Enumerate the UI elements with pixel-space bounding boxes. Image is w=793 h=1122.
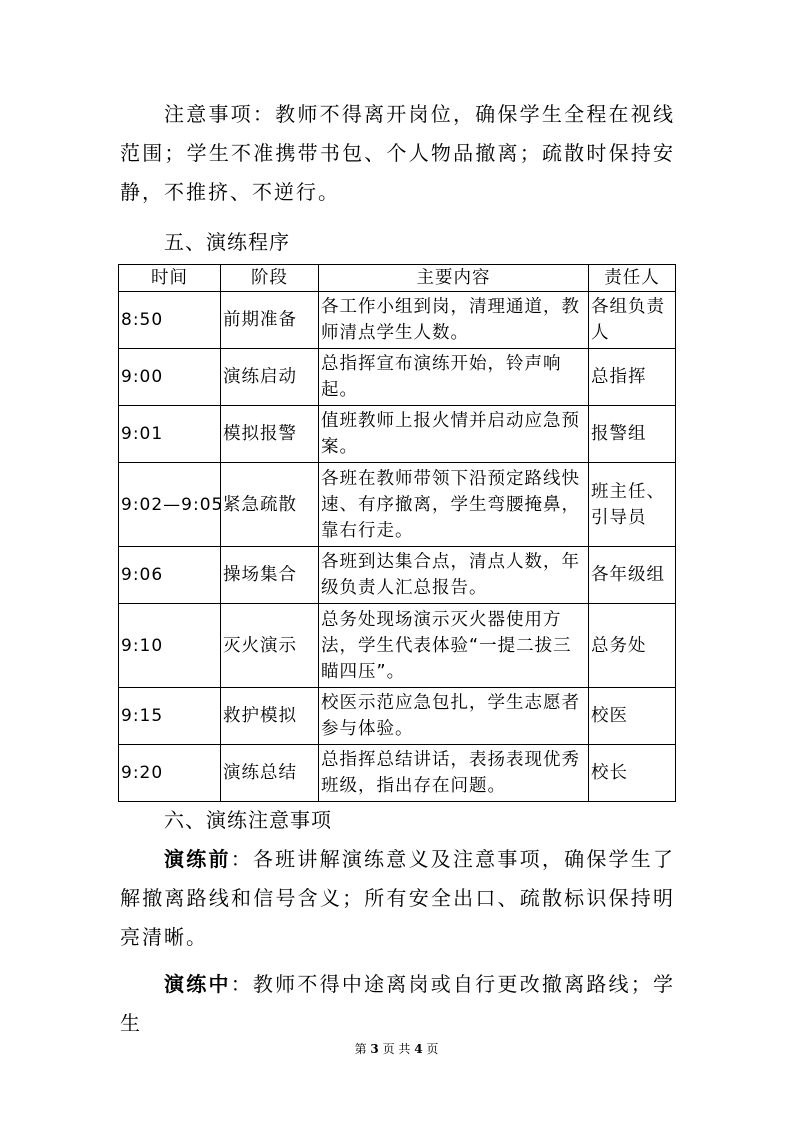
- time-cell: 9:01: [119, 406, 221, 463]
- content-cell: 各工作小组到岗，清理通道，教师清点学生人数。: [319, 292, 589, 349]
- table-row: [119, 349, 676, 406]
- during-drill-label: 演练中: [164, 972, 231, 996]
- table-row: [119, 604, 676, 688]
- table-row: [119, 688, 676, 745]
- stage-cell: 演练启动: [221, 349, 319, 406]
- table-row: [119, 745, 676, 802]
- during-drill-paragraph: [120, 965, 675, 1043]
- owner-cell: 各组负责人: [589, 292, 676, 349]
- header-owner: 责任人: [589, 265, 676, 292]
- content-cell: 总务处现场演示灭火器使用方法，学生代表体验“一提二拔三瞄四压”。: [319, 604, 589, 688]
- intro-paragraph: 注意事项：教师不得离开岗位，确保学生全程在视线范围；学生不准携带书包、个人物品撤离；疏散时保持安静，不推挤、不逆行。: [120, 102, 675, 204]
- page-footer: [0, 1040, 793, 1057]
- time-cell: 9:10: [119, 604, 221, 688]
- content-cell: 值班教师上报火情并启动应急预案。: [319, 406, 589, 463]
- owner-cell: 班主任、引导员: [589, 463, 676, 547]
- before-drill-text: ：各班讲解演练意义及注意事项，确保学生了解撤离路线和信号含义；所有安全出口、疏散标识保持明亮清晰。: [120, 847, 676, 949]
- stage-cell: 紧急疏散: [221, 463, 319, 547]
- table-header-row: [119, 265, 676, 292]
- table-row: [119, 547, 676, 604]
- header-stage: 阶段: [221, 265, 319, 292]
- before-drill-label: 演练前: [164, 847, 231, 871]
- header-content: 主要内容: [319, 265, 589, 292]
- section-6-title: 六、演练注意事项: [164, 808, 332, 832]
- content-cell: 总指挥宣布演练开始，铃声响起。: [319, 349, 589, 406]
- header-time: 时间: [119, 265, 221, 292]
- footer-suffix: 页: [422, 1042, 439, 1056]
- total-page-number: 4: [414, 1042, 423, 1056]
- current-page-number: 3: [370, 1042, 379, 1056]
- section-5-title: 五、演练程序: [164, 230, 290, 254]
- time-cell: 9:20: [119, 745, 221, 802]
- schedule-table: [118, 264, 676, 802]
- time-cell: 8:50: [119, 292, 221, 349]
- stage-cell: 前期准备: [221, 292, 319, 349]
- before-drill-paragraph: [120, 840, 675, 957]
- content-cell: 校医示范应急包扎，学生志愿者参与体验。: [319, 688, 589, 745]
- stage-cell: 操场集合: [221, 547, 319, 604]
- during-drill-text: ：教师不得中途离岗或自行更改撤离路线；学生: [120, 972, 676, 1035]
- stage-cell: 灭火演示: [221, 604, 319, 688]
- owner-cell: 校长: [589, 745, 676, 802]
- table-row: [119, 463, 676, 547]
- footer-prefix: 第: [354, 1042, 371, 1056]
- stage-cell: 模拟报警: [221, 406, 319, 463]
- time-cell: 9:00: [119, 349, 221, 406]
- content-cell: 总指挥总结讲话，表扬表现优秀班级，指出存在问题。: [319, 745, 589, 802]
- table-row: [119, 406, 676, 463]
- stage-cell: 救护模拟: [221, 688, 319, 745]
- owner-cell: 校医: [589, 688, 676, 745]
- footer-middle: 页 共: [378, 1042, 415, 1056]
- table-row: [119, 292, 676, 349]
- content-cell: 各班到达集合点，清点人数，年级负责人汇总报告。: [319, 547, 589, 604]
- time-cell: 9:06: [119, 547, 221, 604]
- owner-cell: 报警组: [589, 406, 676, 463]
- stage-cell: 演练总结: [221, 745, 319, 802]
- owner-cell: 总指挥: [589, 349, 676, 406]
- owner-cell: 各年级组: [589, 547, 676, 604]
- time-cell: 9:15: [119, 688, 221, 745]
- time-cell: 9:02—9:05: [119, 463, 221, 547]
- owner-cell: 总务处: [589, 604, 676, 688]
- content-cell: 各班在教师带领下沿预定路线快速、有序撤离，学生弯腰掩鼻，靠右行走。: [319, 463, 589, 547]
